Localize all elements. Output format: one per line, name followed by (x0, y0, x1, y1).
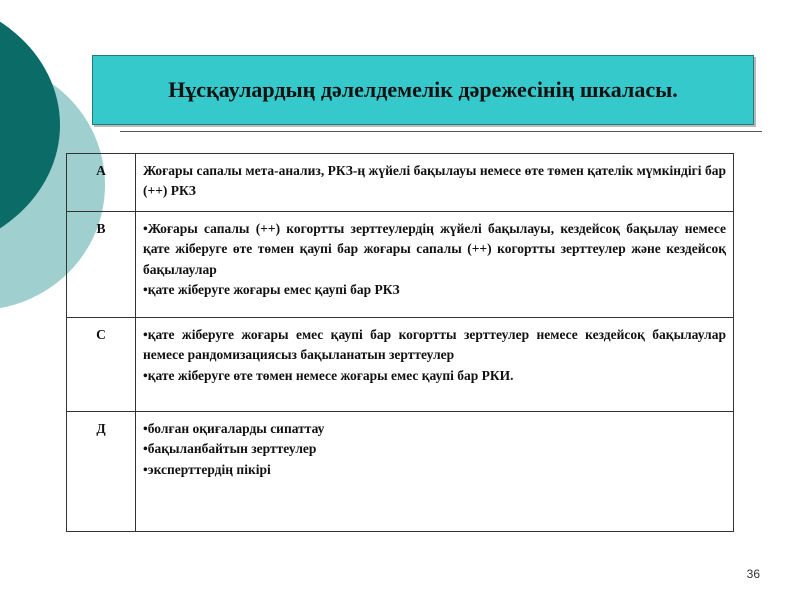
list-item (143, 219, 726, 280)
list-item-text: қате жіберуге жоғары емес қаупі бар когортты зерттеулер немесе кездейсоқ бақылаулар немесе рандомизациясыз бақыланатын зерттеулер (143, 327, 726, 363)
evidence-scale-table (66, 153, 734, 532)
list-item-text: қате жіберуге жоғары емес қаупі бар РКЗ (147, 281, 400, 297)
title-divider (120, 131, 762, 132)
table-row (67, 318, 734, 412)
grade-cell: A (67, 154, 136, 212)
grade-cell: B (67, 212, 136, 318)
list-item-text: Жоғары сапалы (++) когортты зерттеулердің жүйелі бақылауы, кездейсоқ бақылау немесе қате жіберуге өте төмен қаупі бар жоғары сапалы (++) когортты зерттеулер және кездейсоқ бақылаулар (143, 221, 726, 277)
grade-cell: Д (67, 412, 136, 532)
list-item (143, 419, 726, 439)
table-row (67, 212, 734, 318)
table-row (67, 412, 734, 532)
list-item-text: бақыланбайтын зерттеулер (147, 441, 317, 457)
list-item (143, 439, 726, 459)
list-item-text: қате жіберуге өте төмен немесе жоғары емес қаупі бар РКИ. (147, 367, 514, 383)
description-text: Жоғары сапалы мета-анализ, РКЗ-ң жүйелі бақылауы немесе өте төмен қателік мүмкіндігі бар (++) РКЗ (143, 163, 726, 199)
slide-title: Нұсқаулардың дәлелдемелік дәрежесінің шкаласы. (168, 77, 678, 102)
description-cell (136, 154, 734, 212)
grade-cell: С (67, 318, 136, 412)
slide-number: 36 (746, 567, 760, 581)
list-item (143, 325, 726, 366)
list-item-text: болған оқиғаларды сипаттау (147, 421, 325, 436)
list-item-text: эксперттердің пікірі (147, 461, 271, 477)
description-cell (136, 412, 734, 532)
list-item (143, 280, 726, 300)
list-item (143, 366, 726, 386)
description-cell (136, 212, 734, 318)
table-row (67, 154, 734, 212)
description-cell (136, 318, 734, 412)
title-box (92, 55, 754, 125)
list-item (143, 460, 726, 480)
